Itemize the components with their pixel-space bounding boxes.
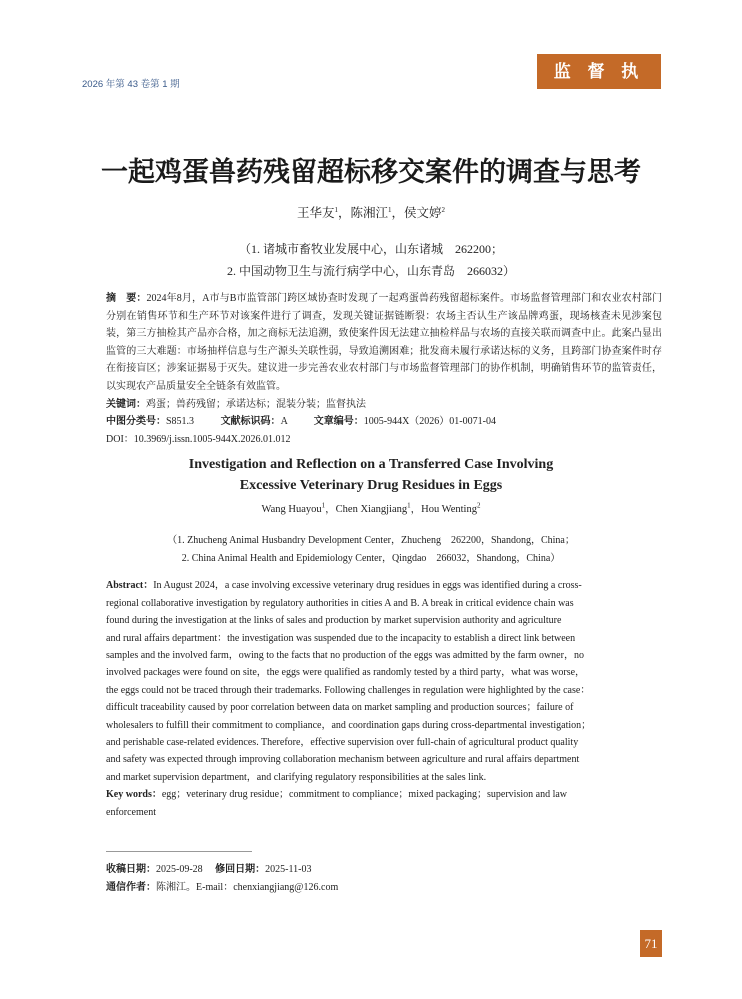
abstract-cn xyxy=(106,290,662,396)
issue-info: 2026 年第 43 卷第 1 期 xyxy=(82,79,180,90)
abstract-line: found during the investigation at the links of sales and production by market supervision authority and agriculture xyxy=(106,615,562,627)
author: 王华友 xyxy=(296,206,335,220)
author-sup: 1 xyxy=(407,501,411,510)
authors-cn: 王华友$^1$，陈湘江$^1$，侯文婷$^2$ xyxy=(296,205,446,220)
author: 侯文婷 xyxy=(404,206,442,220)
keywords-cn xyxy=(106,396,662,414)
clc-label: 中图分类号： xyxy=(106,416,166,428)
abstract-label: 摘 要： xyxy=(106,293,147,304)
english-title xyxy=(0,454,742,496)
abstract-line: and rural affairs department：the investigation was suspended due to the incapacity to establish a direct link between xyxy=(106,632,576,644)
abstract-text: 2024年8月，A市与B市监管部门跨区域协查时发现了一起鸡蛋兽药残留超标案件。市场监督管理部门和农业农村部门分别在销售环节和生产环节对该案件进行了调查，发现关键证据链断裂：农场主否认生产该品牌鸡蛋，现场核查未见涉案包装，第三方抽检其产品亦合格，加之商标无法追溯，致使案件因无法建立抽检样品与农场的直接关联而调查中止。此案凸显出监管的三大难题：市场抽样信息与生产源头关联性弱，导致追溯困难；批发商未履行承诺达标的义务，且跨部门协查案件时存在衔接盲区；涉案证据易于灭失。建议进一步完善农业农村部门与市场监督管理部门的协作机制，明确销售环节的监管责任，以实现农产品质量安全全链条有效监管。 xyxy=(106,293,662,392)
revised-date: 2025-11-03 xyxy=(265,864,312,876)
abstract-line: regional collaborative investigation by regulatory authorities in cities A and B. A break in critical evidence chain was xyxy=(106,597,574,609)
abstract-line: involved packages were found on site，the eggs were qualified as randomly tested by a third party，what was worse， xyxy=(106,667,586,679)
keywords-line: enforcement xyxy=(106,806,156,818)
keywords-label: 关键词： xyxy=(106,398,146,410)
abstract-en xyxy=(106,577,662,821)
title-line: Excessive Veterinary Drug Residues in Eggs xyxy=(239,478,503,494)
abstract-line: the eggs could not be traced through their trademarks. Following challenges in regulation were highlighted by the case： xyxy=(106,684,591,696)
title-line: Investigation and Reflection on a Transferred Case Involving xyxy=(188,457,554,473)
corr-label: 通信作者： xyxy=(106,882,156,894)
author: 陈湘江 xyxy=(350,206,388,220)
affiliations-cn xyxy=(0,238,742,282)
author-sup: 2 xyxy=(441,205,446,214)
clc-value: S851.3 xyxy=(166,416,195,428)
affiliation: （1. 诸城市畜牧业发展中心，山东诸城 262200； xyxy=(238,242,503,256)
page-number: 71 xyxy=(640,930,662,957)
abstract-label: Abstract： xyxy=(106,580,154,592)
affiliation: 2. 中国动物卫生与流行病学中心，山东青岛 266032） xyxy=(226,264,515,278)
abstract-line: and safety was expected through improving collaboration mechanism between agriculture and rural affairs department xyxy=(106,754,580,766)
abstract-line: and market supervision department，and clarifying regulatory responsibilities at the sales link. xyxy=(106,771,487,783)
abstract-line: samples and the involved farm，owing to the facts that no production of the eggs was admitted by the farm owner，no xyxy=(106,649,584,661)
affiliation-en: （1. Zhucheng Animal Husbandry Development Center，Zhucheng 262200，Shandong，China； xyxy=(167,535,575,547)
dates xyxy=(106,861,742,879)
author: Wang Huayou xyxy=(261,504,322,516)
author-sup: 1 xyxy=(334,205,338,214)
corr-value: 陈湘江。E-mail：chenxiangjiang@126.com xyxy=(156,882,339,894)
affiliations-en xyxy=(0,532,742,568)
art-value: 1005-944X（2026）01-0071-04 xyxy=(363,416,496,428)
author-sup: 1 xyxy=(321,501,326,510)
section-label: 监 督 执 法 xyxy=(537,54,661,89)
author-sup: 1 xyxy=(388,205,392,214)
affiliation-en: 2. China Animal Health and Epidemiology Center，Qingdao 266032，Shandong，China） xyxy=(181,553,561,565)
doc-label: 文献标识码： xyxy=(220,416,281,428)
corresponding-author xyxy=(106,879,742,897)
abstract-line: wholesalers to fulfill their commitment to compliance，and coordination gaps during cross-departmental investigation； xyxy=(106,719,592,731)
revised-label: 修回日期： xyxy=(215,864,266,876)
doc-value: A xyxy=(280,416,288,428)
keywords-line: egg；veterinary drug residue；commitment to compliance；mixed packaging；supervision and law xyxy=(161,789,568,801)
abstract-line: and perishable case-related evidences. Therefore，effective supervision over full-chain of agricultural product quality xyxy=(106,737,579,748)
abstract-line: In August 2024，a case involving excessive veterinary drug residues in eggs was identified during a cross- xyxy=(153,580,582,592)
footnote-divider xyxy=(106,851,252,852)
art-label: 文章编号： xyxy=(313,416,364,428)
author: Hou Wenting xyxy=(421,504,477,516)
author-sup: 2 xyxy=(476,501,481,510)
page-title: 一起鸡蛋兽药残留超标移交案件的调查与思考 xyxy=(101,157,641,187)
author: Chen Xiangjiang xyxy=(335,504,408,516)
authors-en: Wang Huayou$^1$，Chen Xiangjiang$^1$，Hou Wenting$^2$ xyxy=(261,501,481,516)
keywords-label: Key words： xyxy=(106,789,162,801)
keywords-text: 鸡蛋；兽药残留；承诺达标；混装分装；监督执法 xyxy=(146,398,366,410)
doi: DOI：10.3969/j.issn.1005-944X.2026.01.012 xyxy=(106,433,291,445)
received-label: 收稿日期： xyxy=(106,864,156,876)
abstract-line: difficult traceability caused by poor correlation between data on market sampling and production sources；failure of xyxy=(106,702,574,714)
classification xyxy=(106,413,662,431)
received-date: 2025-09-28 xyxy=(156,864,203,876)
